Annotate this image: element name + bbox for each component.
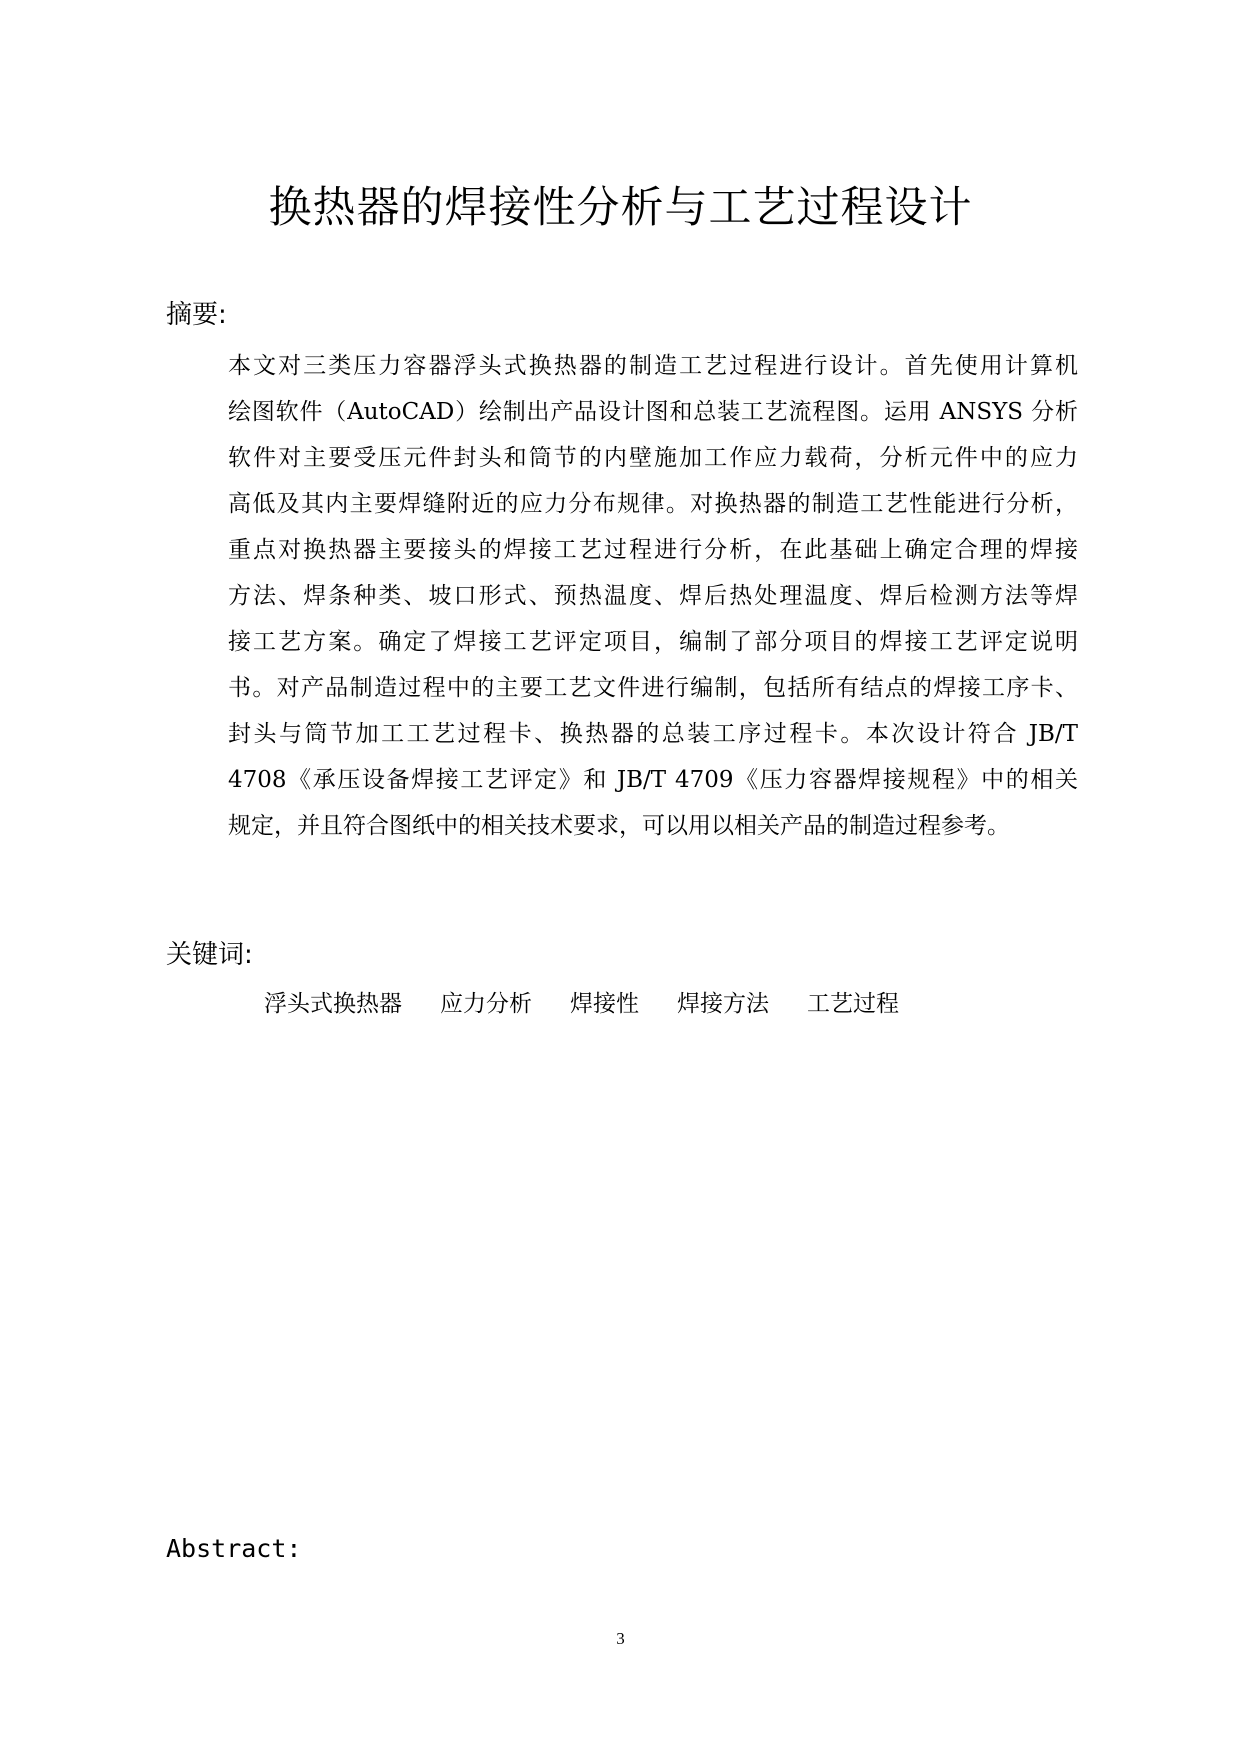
keyword: 工艺过程	[807, 991, 899, 1017]
abstract-line: 方法、焊条种类、坡口形式、预热温度、焊后热处理温度、焊后检测方法等焊	[228, 583, 1078, 609]
abstract-line: 书。对产品制造过程中的主要工艺文件进行编制，包括所有结点的焊接工序卡、	[228, 675, 1078, 701]
abstract-line: 本文对三类压力容器浮头式换热器的制造工艺过程进行设计。首先使用计算机	[228, 353, 1078, 379]
page-number: 3	[616, 1629, 625, 1648]
english-abstract-heading: Abstract:	[166, 1534, 302, 1563]
keyword: 焊接性	[570, 991, 639, 1017]
page-title: 换热器的焊接性分析与工艺过程设计	[268, 183, 973, 233]
abstract-line: 软件对主要受压元件封头和筒节的内壁施加工作应力载荷，分析元件中的应力	[228, 445, 1078, 471]
abstract-line: 4708《承压设备焊接工艺评定》和 JB/T 4709《压力容器焊接规程》中的相关	[228, 767, 1078, 793]
abstract-line: 绘图软件（AutoCAD）绘制出产品设计图和总装工艺流程图。运用 ANSYS 分析	[228, 399, 1078, 425]
abstract-line: 接工艺方案。确定了焊接工艺评定项目，编制了部分项目的焊接工艺评定说明	[228, 629, 1078, 655]
abstract-line: 封头与筒节加工工艺过程卡、换热器的总装工序过程卡。本次设计符合 JB/T	[228, 721, 1078, 747]
keyword: 浮头式换热器	[264, 991, 402, 1017]
abstract-heading: 摘要:	[166, 300, 227, 330]
keyword: 应力分析	[440, 991, 532, 1017]
keywords-heading: 关键词:	[166, 940, 253, 970]
abstract-body	[228, 343, 1078, 849]
abstract-line: 重点对换热器主要接头的焊接工艺过程进行分析，在此基础上确定合理的焊接	[228, 537, 1078, 563]
abstract-line: 规定，并且符合图纸中的相关技术要求，可以用以相关产品的制造过程参考。	[228, 813, 1010, 839]
keywords-list	[264, 984, 937, 1024]
abstract-line: 高低及其内主要焊缝附近的应力分布规律。对换热器的制造工艺性能进行分析，	[228, 491, 1078, 517]
keyword: 焊接方法	[677, 991, 769, 1017]
